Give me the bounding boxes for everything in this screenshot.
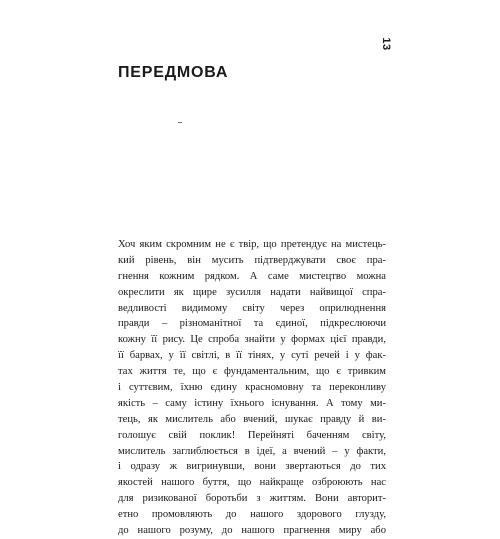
text-line: для ризикованої боротьби з життям. Вони авторит- <box>118 493 386 505</box>
text-line: голошує свій поклик! Перейняті баченням світу, <box>118 429 386 441</box>
text-line: і суттєвим, їхню єдину красномовну та переконливу <box>118 382 386 394</box>
text-line: ведливості видимому світу через оприлюднення <box>118 302 386 314</box>
text-line: до нашого розуму, до нашого прагнення миру або <box>118 525 386 537</box>
text-line: етно промовляють до нашого здорового глузду, <box>118 509 386 521</box>
text-line: Хоч яким скромним не є твір, що претендує на мистець- <box>118 239 386 250</box>
text-line: якостей нашого буття, що найкраще озброюють нас <box>118 477 386 489</box>
chapter-title: ПЕРЕДМОВА <box>118 64 229 81</box>
text-line: тець, як мислитель або вчений, шукає правду й ви- <box>118 413 386 425</box>
text-line: гнення кожним рядком. А саме мистецтво можна <box>118 270 386 282</box>
text-line: кий рівень, він мусить підтверджувати своє пра- <box>118 254 386 266</box>
page-number: 13 <box>380 37 392 51</box>
text-line: кожну її рису. Це спроба знайти у формах цієї правди, <box>118 334 386 346</box>
decorative-mark <box>178 122 182 123</box>
text-line: якість – саму істину їхнього існування. А тому ми- <box>118 397 386 409</box>
text-line: і одразу ж вигринувши, вони звертаються до тих <box>118 461 386 473</box>
body-paragraph <box>118 237 386 539</box>
text-line: мислитель заглиблюється в ідеї, а вчений – у факти, <box>118 445 386 457</box>
text-line: тах життя те, що є фундаментальним, що є тривким <box>118 366 386 378</box>
text-line: її барвах, у її світлі, в її тінях, у суті речей і у фак- <box>118 350 386 362</box>
text-line: правди – різноманітної та єдиної, підкреслюючи <box>118 318 386 330</box>
text-line: окреслити як щире зусилля надати найвищої спра- <box>118 286 386 298</box>
